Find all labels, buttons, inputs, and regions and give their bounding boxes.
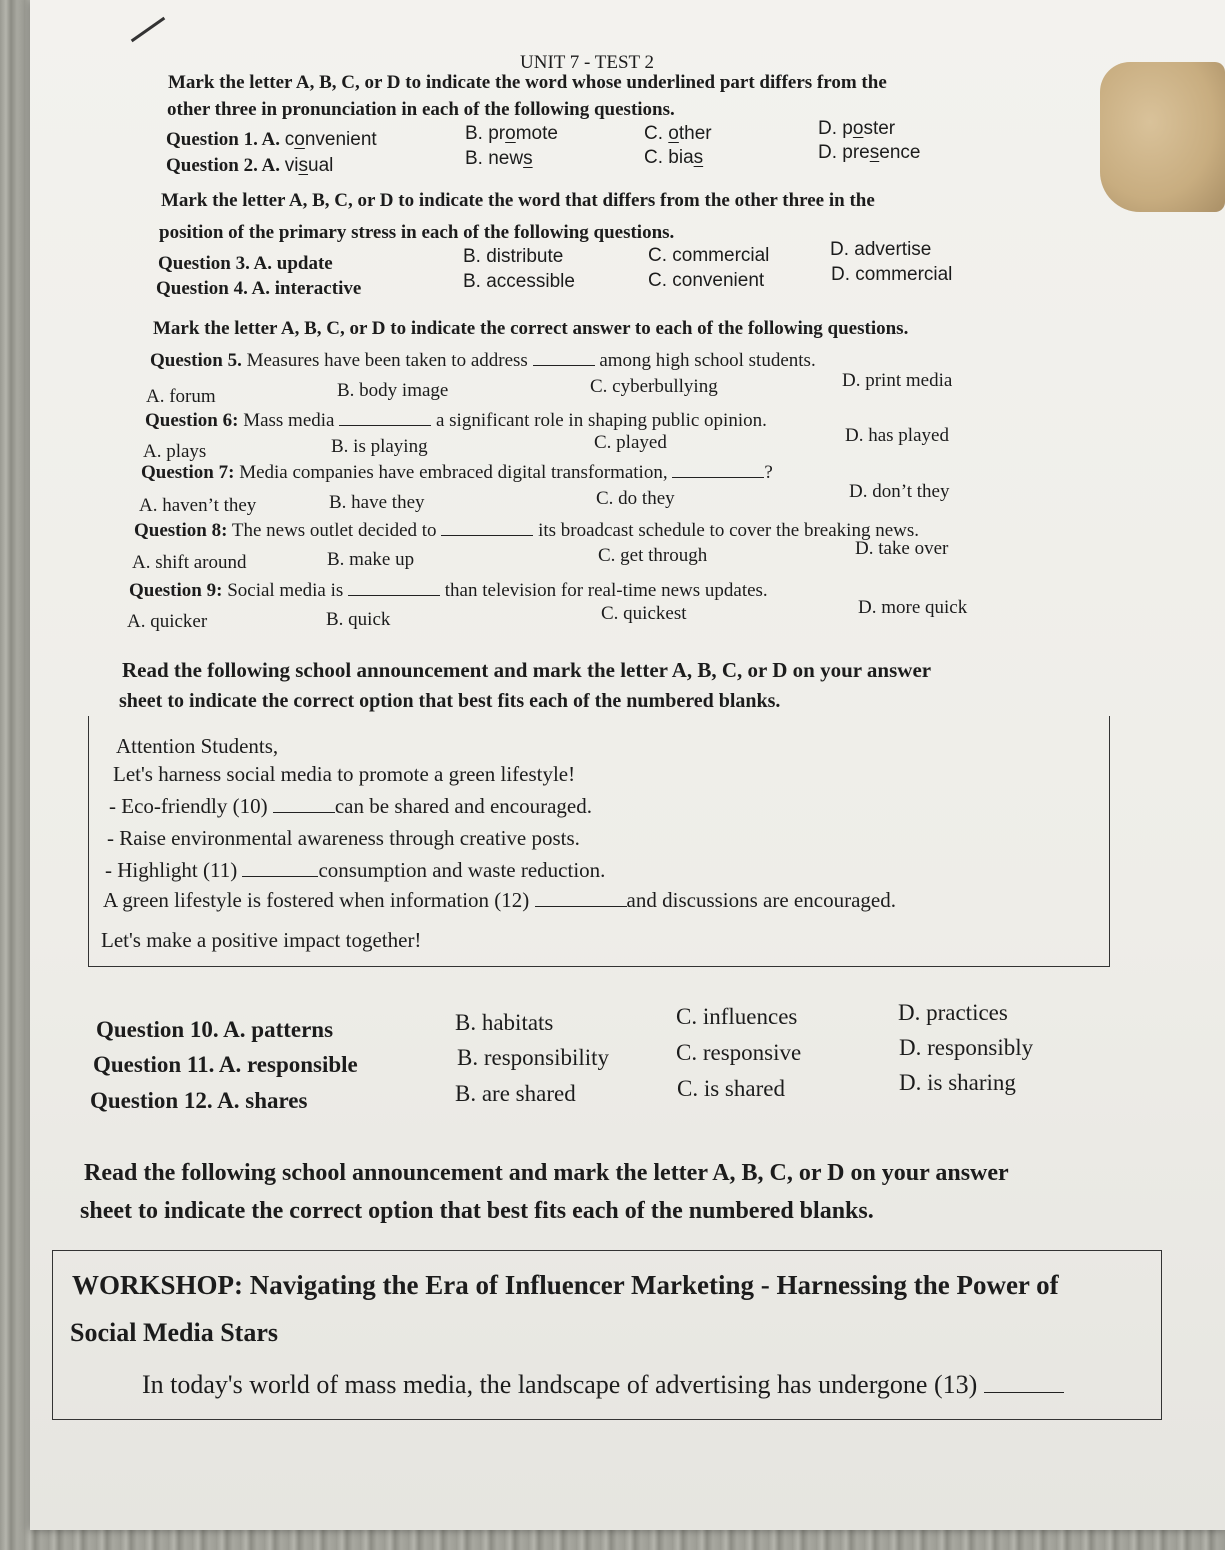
q6-option-c: C. played (594, 432, 667, 453)
q7-option-b: B. have they (329, 492, 425, 513)
question-6: Question 6: Mass media a significant role in shaping public opinion. (145, 410, 767, 431)
q12-option-d: D. is sharing (899, 1070, 1016, 1095)
announcement-line2: Let's harness social media to promote a green lifestyle! (113, 762, 576, 786)
q8-option-a: A. shift around (132, 552, 247, 573)
q12-option-b: B. are shared (455, 1081, 576, 1106)
announcement-line6: A green lifestyle is fostered when information (12) and discussions are encouraged. (103, 888, 896, 912)
q11-option-c: C. responsive (676, 1040, 802, 1065)
q1-option-c: C. other (644, 123, 712, 144)
q9-option-c: C. quickest (601, 603, 687, 624)
q11-option-b: B. responsibility (457, 1045, 610, 1070)
question-8: Question 8: The news outlet decided to its broadcast schedule to cover the breaking news. (134, 520, 919, 541)
q7-option-a: A. haven’t they (139, 495, 257, 516)
section5-instruction-line1: Read the following school announcement and mark the letter A, B, C, or D on your answer (84, 1160, 1009, 1186)
q7-option-c: C. do they (596, 488, 675, 509)
workshop-paragraph: In today's world of mass media, the landscape of advertising has undergone (13) (142, 1370, 1064, 1400)
section4-instruction-line2: sheet to indicate the correct option that best fits each of the numbered blanks. (119, 690, 781, 712)
question-4: Question 4. A. interactive (156, 278, 362, 299)
announcement-line5: - Highlight (11) consumption and waste reduction. (105, 858, 606, 882)
q10-option-b: B. habitats (455, 1010, 554, 1035)
q8-blank (441, 534, 533, 536)
q6-option-b: B. is playing (331, 436, 428, 457)
q9-blank (348, 594, 440, 596)
question-12: Question 12. A. shares (90, 1088, 308, 1113)
question-9: Question 9: Social media is than television for real-time news updates. (129, 580, 768, 601)
q9-option-d: D. more quick (858, 597, 968, 618)
q8-option-d: D. take over (855, 538, 949, 559)
q6-option-d: D. has played (845, 425, 949, 446)
section4-instruction-line1: Read the following school announcement and mark the letter A, B, C, or D on your answer (122, 658, 932, 682)
q11-option-d: D. responsibly (899, 1035, 1034, 1060)
q2-option-b: B. news (465, 148, 533, 169)
announcement-line3: - Eco-friendly (10) can be shared and encouraged. (109, 794, 592, 818)
q3-option-b: B. distribute (463, 246, 564, 267)
section1-instruction-line1: Mark the letter A, B, C, or D to indicate the word whose underlined part differs from the (168, 72, 887, 93)
q1-option-d: D. poster (818, 118, 896, 139)
q8-option-c: C. get through (598, 545, 708, 566)
question-1: Question 1. A. convenient (166, 129, 377, 150)
question-10: Question 10. A. patterns (96, 1017, 334, 1042)
q4-option-c: C. convenient (648, 270, 765, 291)
q12-option-c: C. is shared (677, 1076, 785, 1101)
q10-option-d: D. practices (898, 1000, 1008, 1025)
q5-option-a: A. forum (146, 386, 216, 407)
announcement-closing: Let's make a positive impact together! (101, 928, 422, 952)
q2-option-d: D. presence (818, 142, 921, 163)
q2-option-c: C. bias (644, 147, 704, 168)
blank-13 (984, 1391, 1064, 1393)
q5-option-c: C. cyberbullying (590, 376, 718, 397)
section5-instruction-line2: sheet to indicate the correct option that best fits each of the numbered blanks. (80, 1198, 874, 1224)
question-3: Question 3. A. update (158, 253, 333, 274)
section1-instruction-line2: other three in pronunciation in each of the following questions. (167, 99, 675, 120)
page-title: UNIT 7 - TEST 2 (520, 52, 655, 73)
blank-11 (242, 875, 318, 877)
q1-option-a: convenient (284, 129, 377, 150)
workshop-title-line2: Social Media Stars (70, 1318, 278, 1347)
q4-option-d: D. commercial (831, 264, 953, 285)
question-11: Question 11. A. responsible (93, 1052, 358, 1077)
q3-option-c: C. commercial (648, 245, 770, 266)
section2-instruction-line2: position of the primary stress in each of the following questions. (159, 222, 675, 243)
q5-option-b: B. body image (337, 380, 449, 401)
blank-10 (273, 811, 335, 813)
q2-option-a: visual (284, 155, 334, 176)
q7-option-d: D. don’t they (849, 481, 950, 502)
q6-blank (339, 424, 431, 426)
q3-option-d: D. advertise (830, 239, 932, 260)
q10-option-c: C. influences (676, 1004, 798, 1029)
q1-option-b: B. promote (465, 123, 558, 144)
q5-option-d: D. print media (842, 370, 953, 391)
q4-option-b: B. accessible (463, 271, 575, 292)
q6-option-a: A. plays (143, 441, 207, 462)
question-7: Question 7: Media companies have embraced digital transformation, ? (141, 462, 773, 483)
question-5: Question 5. Measures have been taken to address among high school students. (150, 350, 816, 371)
section2-instruction-line1: Mark the letter A, B, C, or D to indicate the word that differs from the other three in the (161, 190, 875, 211)
q9-option-a: A. quicker (127, 611, 208, 632)
announcement-greeting: Attention Students, (116, 734, 279, 758)
section3-instruction: Mark the letter A, B, C, or D to indicate the correct answer to each of the following questions. (153, 318, 909, 339)
q8-option-b: B. make up (327, 549, 415, 570)
q9-option-b: B. quick (326, 609, 391, 630)
workshop-title-line1: WORKSHOP: Navigating the Era of Influencer Marketing - Harnessing the Power of (72, 1270, 1059, 1300)
q7-blank (672, 476, 764, 478)
eraser-object (1100, 62, 1225, 212)
blank-12 (535, 905, 627, 907)
question-2: Question 2. A. visual (166, 155, 334, 176)
announcement-line4: - Raise environmental awareness through creative posts. (107, 826, 580, 850)
q5-blank (533, 364, 595, 366)
